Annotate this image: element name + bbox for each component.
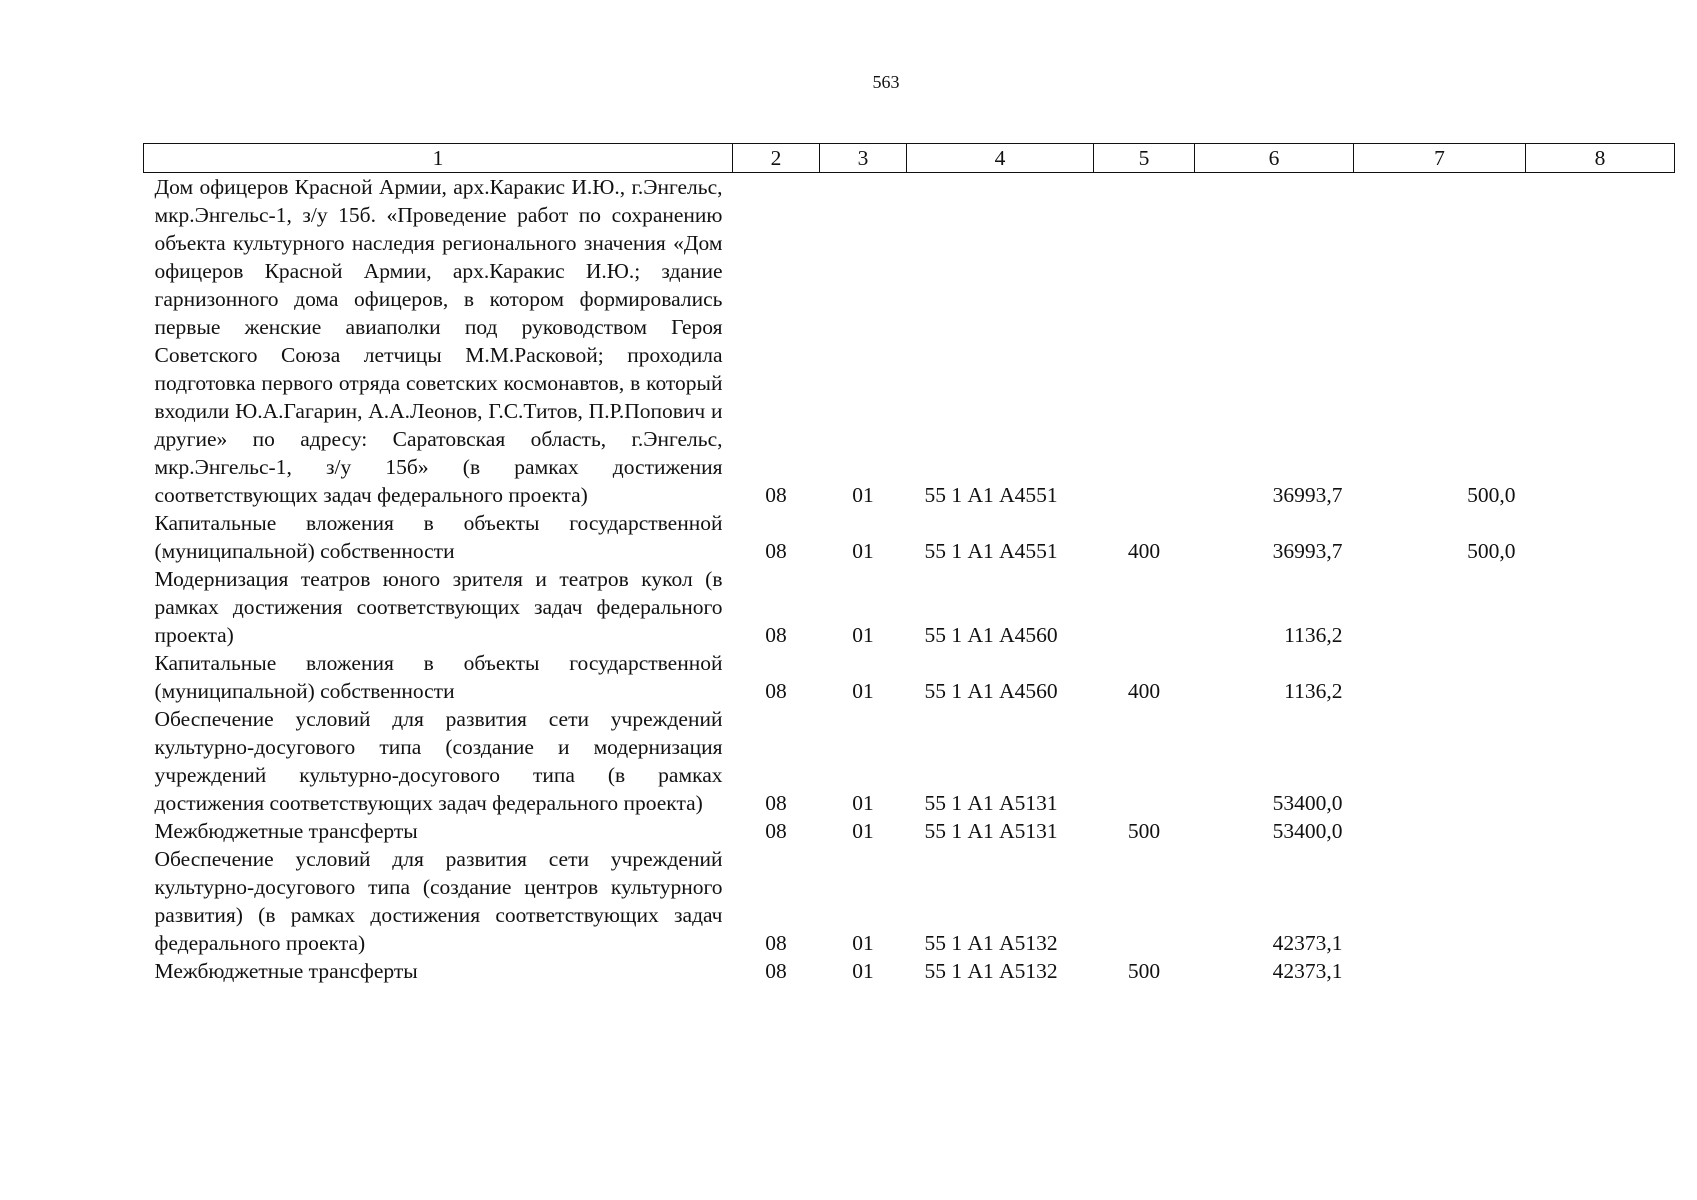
cell-col6: 36993,7: [1272, 539, 1343, 563]
cell-col7: [1354, 565, 1526, 649]
table-row: [144, 705, 1675, 817]
cell-col8: [1526, 845, 1675, 957]
cell-col6: 53400,0: [1272, 819, 1343, 843]
cell-col7: [1354, 705, 1526, 817]
cell-col3: 01: [852, 791, 874, 815]
table-row: [144, 509, 1675, 565]
cell-col2: 08: [765, 539, 787, 563]
cell-col8: [1526, 817, 1675, 845]
page-number: 563: [872, 72, 900, 92]
row-name: Межбюджетные трансферты: [154, 819, 418, 843]
column-header-7: 7: [1354, 144, 1526, 173]
cell-col6: 42373,1: [1272, 959, 1343, 983]
row-name: Обеспечение условий для развития сети учреждений культурно-досугового типа (создание центров культурного развития) (в рамках достижения соответствующих задач федерального проекта): [154, 847, 723, 955]
table-row: [144, 173, 1675, 510]
cell-col4: 55 1 А1 А4560: [924, 679, 1058, 703]
cell-col3: 01: [852, 819, 874, 843]
table-row: [144, 817, 1675, 845]
cell-col4: 55 1 А1 А4560: [924, 623, 1058, 647]
cell-col6: 53400,0: [1272, 791, 1343, 815]
cell-col7: [1354, 817, 1526, 845]
cell-col4: 55 1 А1 А4551: [924, 483, 1058, 507]
cell-col3: 01: [852, 623, 874, 647]
column-header-6: 6: [1195, 144, 1354, 173]
cell-col7: [1354, 845, 1526, 957]
cell-col5: 500: [1127, 819, 1161, 843]
table-row: [144, 565, 1675, 649]
cell-col5: 400: [1127, 679, 1161, 703]
row-name: Капитальные вложения в объекты государственной (муниципальной) собственности: [154, 651, 723, 703]
cell-col7: 500,0: [1467, 483, 1516, 507]
row-name: Обеспечение условий для развития сети учреждений культурно-досугового типа (создание и модернизация учреждений культурно-досугового типа (в рамках достижения соответствующих задач федерального проекта): [154, 707, 723, 815]
cell-col2: 08: [765, 791, 787, 815]
cell-col5: 500: [1127, 959, 1161, 983]
cell-col2: 08: [765, 959, 787, 983]
column-header-4: 4: [907, 144, 1094, 173]
cell-col5: [1094, 845, 1195, 957]
cell-col2: 08: [765, 679, 787, 703]
cell-col5: [1094, 173, 1195, 510]
cell-col7: [1354, 957, 1526, 985]
cell-col5: 400: [1127, 539, 1161, 563]
cell-col4: 55 1 А1 А4551: [924, 539, 1058, 563]
cell-col2: 08: [765, 483, 787, 507]
cell-col7: [1354, 649, 1526, 705]
column-header-8: 8: [1526, 144, 1675, 173]
row-name: Капитальные вложения в объекты государственной (муниципальной) собственности: [154, 511, 723, 563]
cell-col8: [1526, 649, 1675, 705]
cell-col8: [1526, 957, 1675, 985]
cell-col4: 55 1 А1 А5132: [924, 959, 1058, 983]
column-header-5: 5: [1094, 144, 1195, 173]
cell-col2: 08: [765, 931, 787, 955]
cell-col8: [1526, 173, 1675, 510]
header-row: [144, 144, 1675, 173]
cell-col4: 55 1 А1 А5131: [924, 791, 1058, 815]
cell-col4: 55 1 А1 А5132: [924, 931, 1058, 955]
cell-col8: [1526, 565, 1675, 649]
cell-col3: 01: [852, 931, 874, 955]
cell-col6: 36993,7: [1272, 483, 1343, 507]
column-header-2: 2: [733, 144, 820, 173]
cell-col3: 01: [852, 959, 874, 983]
cell-col6: 1136,2: [1284, 679, 1343, 703]
cell-col3: 01: [852, 539, 874, 563]
row-name: Модернизация театров юного зрителя и театров кукол (в рамках достижения соответствующих задач федерального проекта): [154, 567, 723, 647]
cell-col2: 08: [765, 819, 787, 843]
column-header-1: 1: [144, 144, 733, 173]
cell-col6: 1136,2: [1284, 623, 1343, 647]
cell-col2: 08: [765, 623, 787, 647]
column-header-3: 3: [820, 144, 907, 173]
table-row: [144, 957, 1675, 985]
cell-col4: 55 1 А1 А5131: [924, 819, 1058, 843]
cell-col3: 01: [852, 483, 874, 507]
row-name: Дом офицеров Красной Армии, арх.Каракис И.Ю., г.Энгельс, мкр.Энгельс-1, з/у 15б. «Проведение работ по сохранению объекта культурного наследия регионального значения «Дом офицеров Красной Армии, арх.Каракис И.Ю.; здание гарнизонного дома офицеров, в котором формировались первые женские авиаполки под руководством Героя Советского Союза летчицы М.М.Расковой; проходила подготовка первого отряда советских космонавтов, в который входили Ю.А.Гагарин, А.А.Леонов, Г.С.Титов, П.Р.Попович и другие» по адресу: Саратовская область, г.Энгельс, мкр.Энгельс-1, з/у 15б» (в рамках достижения соответствующих задач федерального проекта): [154, 175, 723, 507]
cell-col5: [1094, 565, 1195, 649]
cell-col5: [1094, 705, 1195, 817]
table-row: [144, 845, 1675, 957]
cell-col8: [1526, 509, 1675, 565]
table-row: [144, 649, 1675, 705]
cell-col3: 01: [852, 679, 874, 703]
cell-col7: 500,0: [1467, 539, 1516, 563]
budget-table: [143, 143, 1675, 985]
cell-col6: 42373,1: [1272, 931, 1343, 955]
cell-col8: [1526, 705, 1675, 817]
row-name: Межбюджетные трансферты: [154, 959, 418, 983]
